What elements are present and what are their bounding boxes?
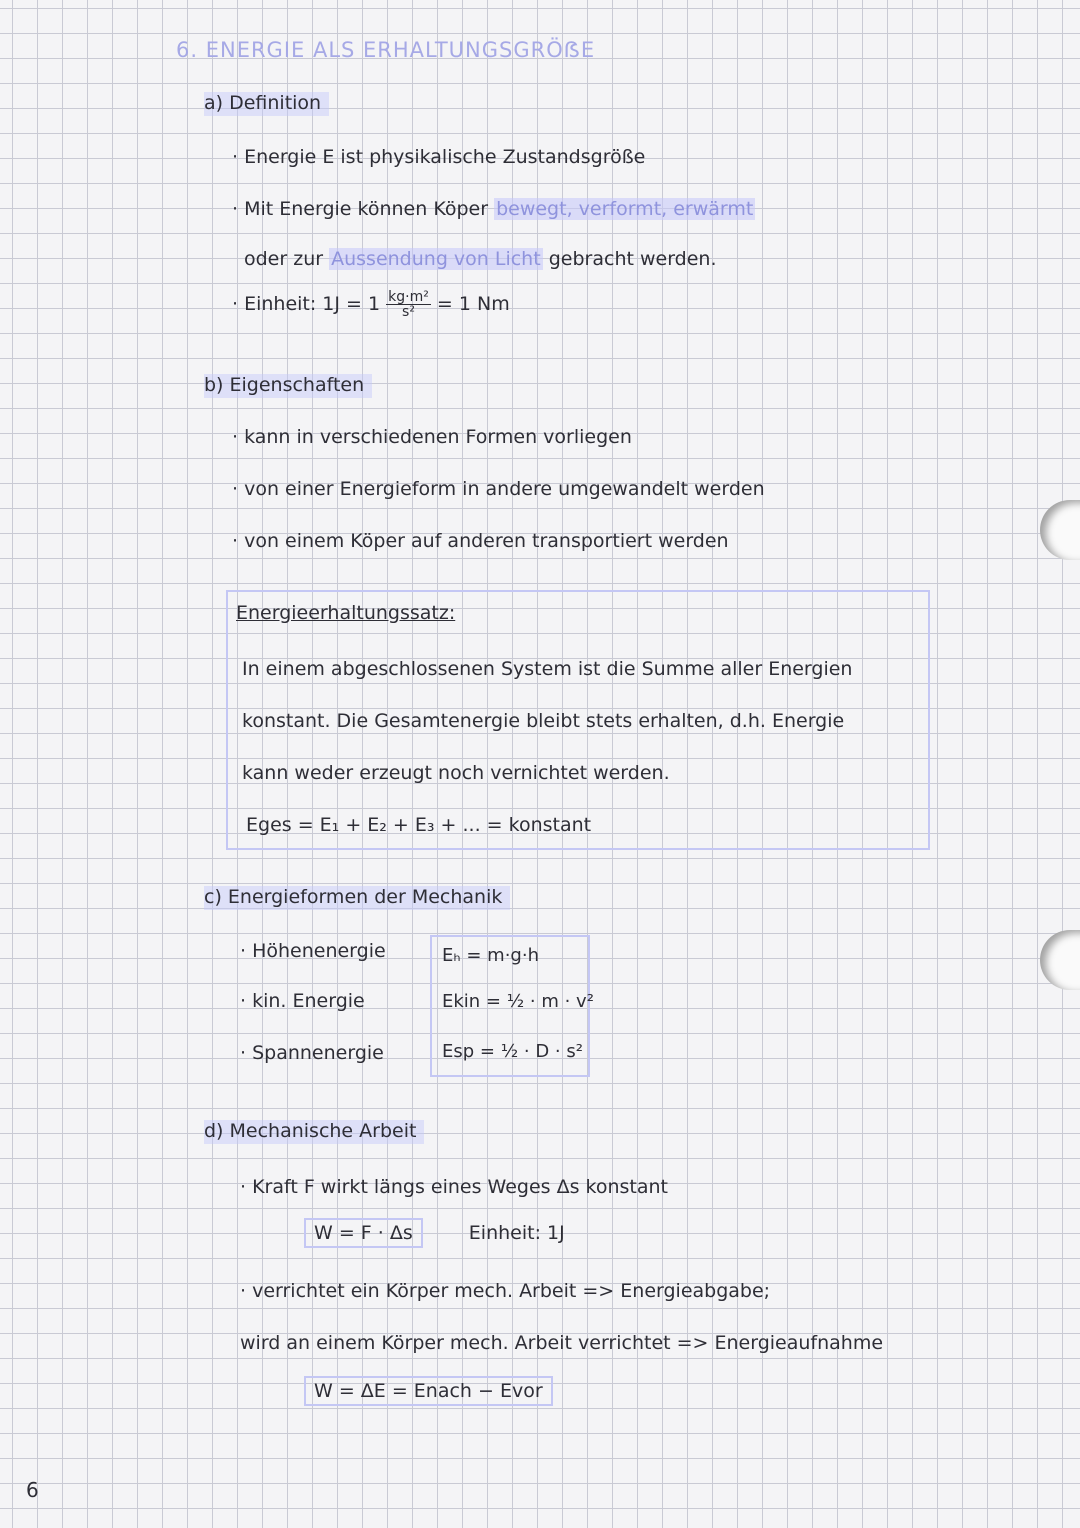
- work-line-2: · verrichtet ein Körper mech. Arbeit => Energieabgabe;: [240, 1280, 771, 1302]
- work-formula: W = F · Δs: [304, 1218, 423, 1248]
- definition-line-3: [244, 248, 717, 270]
- definition-line-3-end: gebracht werden.: [548, 248, 717, 270]
- page-title: 6. ENERGIE ALS ERHALTUNGSGRÖẞE: [176, 38, 596, 62]
- conservation-law-line-1: In einem abgeschlossenen System ist die Summe aller Energien: [242, 658, 853, 680]
- conservation-law-line-2: konstant. Die Gesamtenergie bleibt stets erhalten, d.h. Energie: [242, 710, 845, 732]
- energy-form-name: · Spannenergie: [240, 1042, 384, 1064]
- property-item: · kann in verschiedenen Formen vorliegen: [232, 426, 632, 448]
- energy-form-formula: Eₕ = m·g·h: [442, 945, 539, 966]
- energy-form-formula: Esp = ½ · D · s²: [442, 1041, 583, 1062]
- energy-formula-line: [304, 1380, 553, 1402]
- definition-line-2-highlight: bewegt, verformt, erwärmt: [496, 198, 754, 220]
- binder-hole: [1040, 930, 1080, 990]
- section-a-heading: a) Definition: [204, 92, 329, 116]
- work-unit: Einheit: 1J: [468, 1222, 565, 1244]
- section-b-heading: b) Eigenschaften: [204, 374, 372, 398]
- energy-work-formula: W = ΔE = Enach − Evor: [304, 1376, 553, 1406]
- section-c-heading: c) Energieformen der Mechanik: [204, 886, 510, 910]
- work-line-1: · Kraft F wirkt längs eines Weges Δs konstant: [240, 1176, 668, 1198]
- conservation-law-heading: Energieerhaltungssatz:: [236, 602, 456, 624]
- property-item: · von einer Energieform in andere umgewandelt werden: [232, 478, 765, 500]
- definition-line-3-highlight: Aussendung von Licht: [331, 248, 541, 270]
- work-line-3: wird an einem Körper mech. Arbeit verrichtet => Energieaufnahme: [240, 1332, 884, 1354]
- unit-denominator: s²: [402, 304, 415, 320]
- conservation-law-line-3: kann weder erzeugt noch vernichtet werden.: [242, 762, 670, 784]
- unit-line: [232, 290, 510, 319]
- energy-form-name: · kin. Energie: [240, 990, 365, 1012]
- definition-line-1: · Energie E ist physikalische Zustandsgröße: [232, 146, 646, 168]
- unit-label: · Einheit: 1J = 1: [232, 293, 381, 315]
- conservation-law-formula: Eges = E₁ + E₂ + E₃ + ... = konstant: [246, 814, 592, 836]
- unit-fraction: [386, 290, 431, 319]
- section-d-heading: d) Mechanische Arbeit: [204, 1120, 424, 1144]
- property-item: · von einem Köper auf anderen transportiert werden: [232, 530, 729, 552]
- binder-hole: [1040, 500, 1080, 560]
- definition-line-2: [232, 198, 755, 220]
- energy-formulas-box: [430, 935, 594, 1077]
- definition-line-2-text: · Mit Energie können Köper: [232, 198, 489, 220]
- definition-line-3-text: oder zur: [244, 248, 324, 270]
- energy-form-name: · Höhenenergie: [240, 940, 386, 962]
- unit-end: = 1 Nm: [436, 293, 510, 315]
- conservation-law-box: [226, 590, 930, 850]
- unit-numerator: kg·m²: [388, 289, 429, 305]
- page-number: 6: [26, 1478, 39, 1502]
- energy-form-formula: Ekin = ½ · m · v²: [442, 991, 594, 1012]
- work-formula-line: [304, 1222, 565, 1244]
